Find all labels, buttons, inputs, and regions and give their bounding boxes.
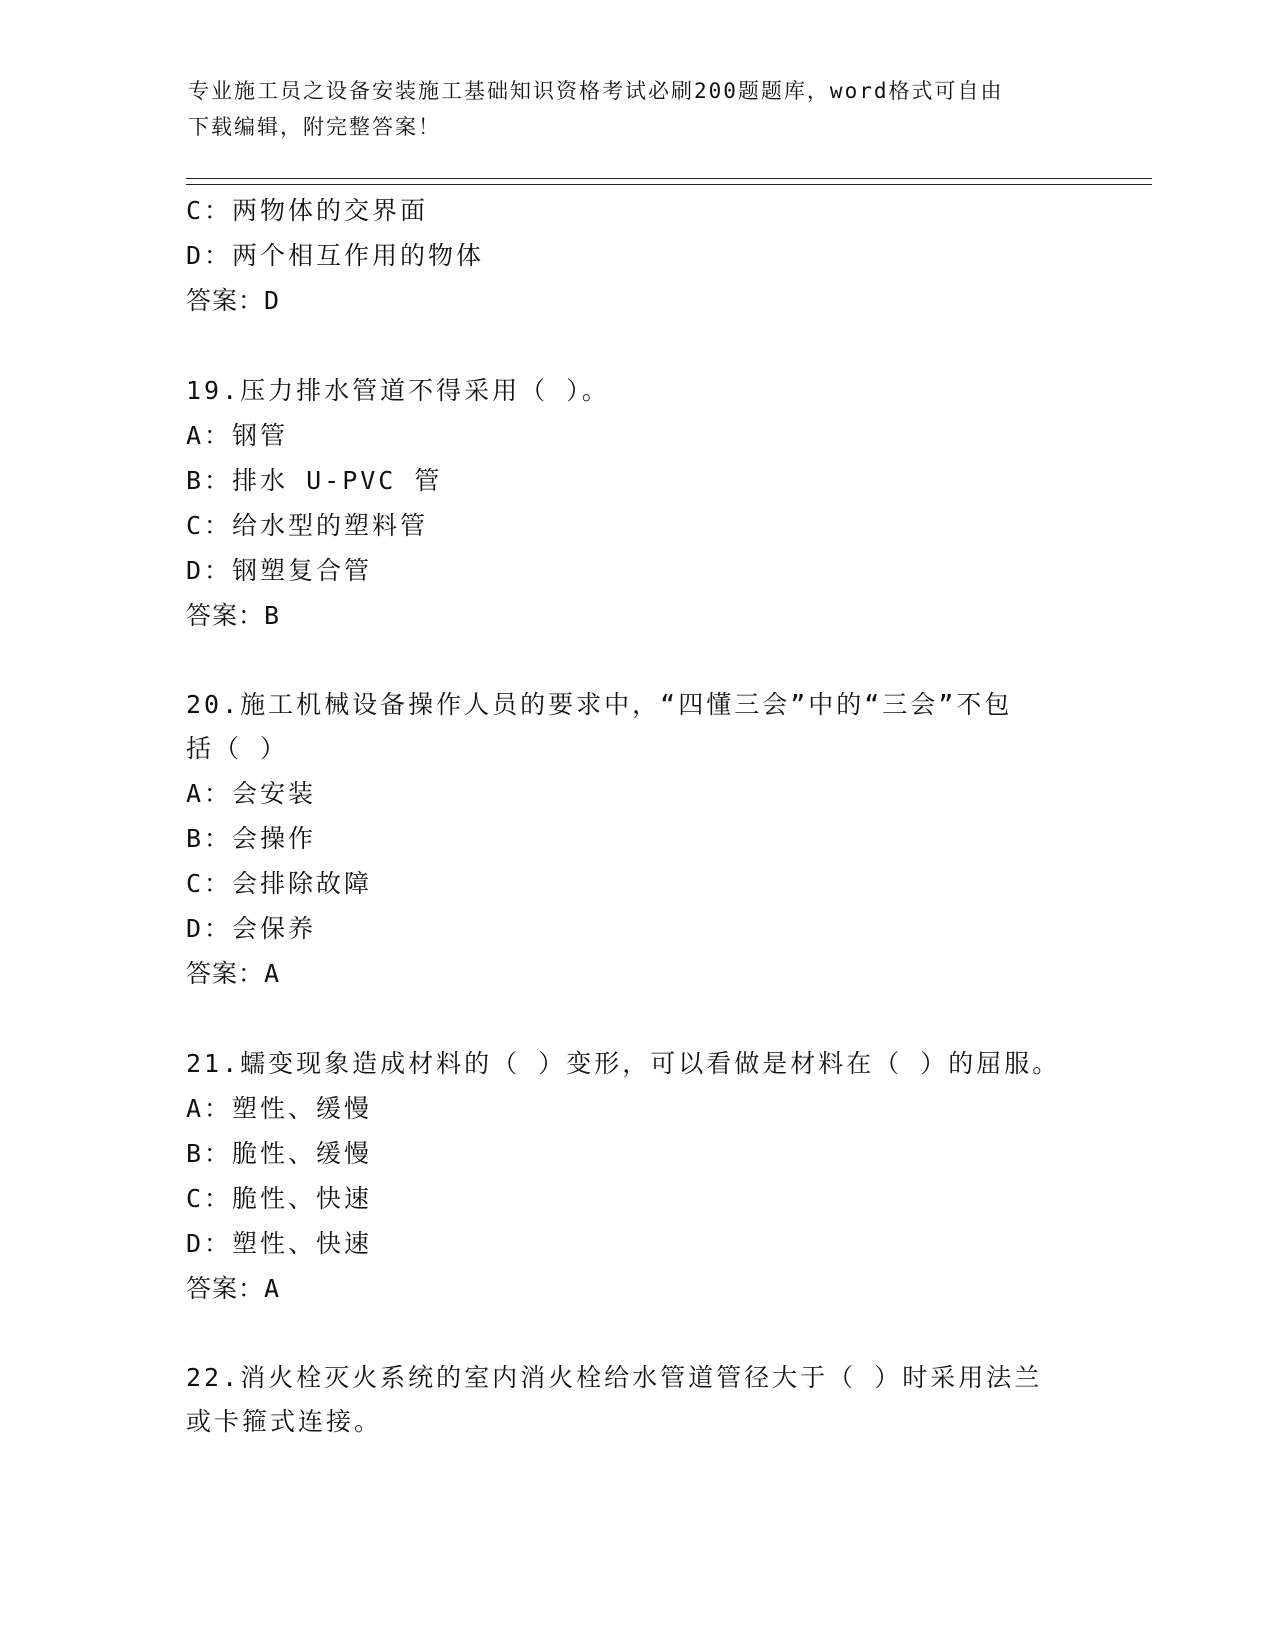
option-c: C：两物体的交界面 — [186, 196, 429, 225]
question-stem: 19.压力排水管道不得采用（ ）。 — [186, 376, 610, 405]
question-list — [186, 188, 1086, 1444]
answer: 答案：D — [186, 286, 281, 315]
option-d: D：两个相互作用的物体 — [186, 241, 485, 270]
question-stem: 21.蠕变现象造成材料的（ ）变形，可以看做是材料在（ ）的屈服。 — [186, 1049, 1061, 1078]
answer: 答案：A — [186, 1274, 281, 1303]
option-b: B：会操作 — [186, 824, 317, 853]
question-22 — [186, 1356, 1086, 1444]
option-d: D：塑性、快速 — [186, 1229, 373, 1258]
document-header — [188, 73, 1068, 145]
option-c: C：会排除故障 — [186, 869, 373, 898]
option-a: A：塑性、缓慢 — [186, 1094, 373, 1123]
option-a: A：会安装 — [186, 779, 317, 808]
answer: 答案：A — [186, 959, 281, 988]
question-21 — [186, 1041, 1086, 1311]
option-b: B：排水 U-PVC 管 — [186, 466, 443, 495]
question-stem-line-2: 或卡箍式连接。 — [186, 1407, 383, 1436]
question-stem-line-2: 括（ ） — [186, 734, 289, 763]
question-20 — [186, 683, 1086, 996]
header-rule-bottom — [186, 184, 1152, 185]
answer: 答案：B — [186, 601, 281, 630]
option-a: A：钢管 — [186, 421, 289, 450]
option-c: C：给水型的塑料管 — [186, 511, 429, 540]
header-line-1: 专业施工员之设备安装施工基础知识资格考试必刷200题题库，word格式可自由 — [188, 79, 1004, 103]
question-stem-line-1: 22.消火栓灭火系统的室内消火栓给水管道管径大于（ ）时采用法兰 — [186, 1363, 1043, 1392]
header-rule-top — [186, 178, 1152, 179]
question-18-tail — [186, 188, 1086, 323]
option-d: D：会保养 — [186, 914, 317, 943]
question-19 — [186, 368, 1086, 638]
option-d: D：钢塑复合管 — [186, 556, 373, 585]
question-stem-line-1: 20.施工机械设备操作人员的要求中，“四懂三会”中的“三会”不包 — [186, 690, 1013, 719]
header-line-2: 下载编辑，附完整答案！ — [188, 115, 441, 139]
option-c: C：脆性、快速 — [186, 1184, 373, 1213]
option-b: B：脆性、缓慢 — [186, 1139, 373, 1168]
